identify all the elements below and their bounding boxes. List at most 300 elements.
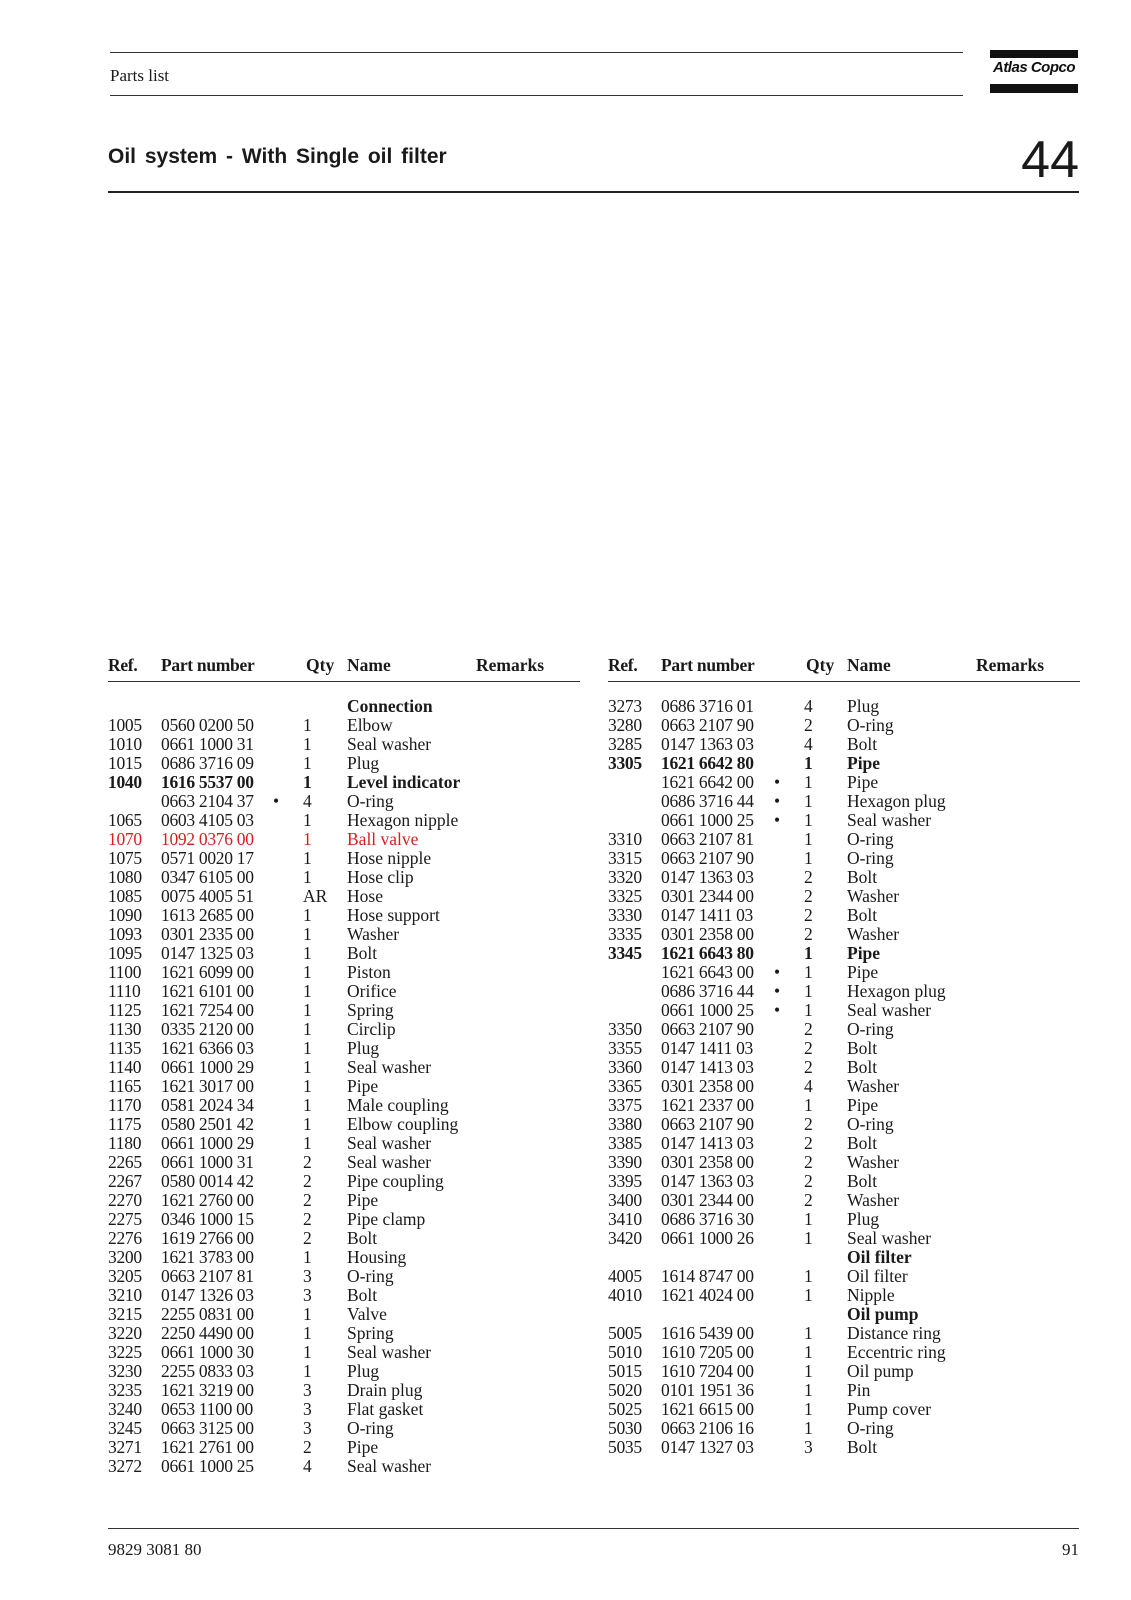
row-qty: 3: [303, 1418, 312, 1438]
row-name: Eccentric ring: [847, 1342, 946, 1362]
row-ref: 3271: [108, 1437, 142, 1457]
row-qty: 1: [303, 810, 312, 830]
row-name: Hexagon plug: [847, 981, 946, 1001]
row-qty: 1: [804, 1266, 813, 1286]
row-partnumber: 0301 2344 00: [661, 1190, 754, 1210]
row-name: Seal washer: [347, 734, 432, 754]
row-qty: 2: [303, 1209, 312, 1229]
section-title-rule: [108, 191, 1079, 193]
row-kit-marker: •: [774, 962, 781, 982]
row-qty: 1: [804, 772, 813, 792]
row-ref: 1085: [108, 886, 142, 906]
row-qty: 1: [804, 848, 813, 868]
row-partnumber: 0075 4005 51: [161, 886, 254, 906]
row-qty: 4: [303, 791, 312, 811]
row-partnumber: 0147 1411 03: [661, 1038, 754, 1058]
row-kit-marker: •: [774, 810, 781, 830]
header-bottom-rule: [110, 95, 963, 96]
table-header-rule: [608, 681, 1080, 682]
row-qty: 1: [804, 1342, 813, 1362]
row-partnumber: 1621 6615 00: [661, 1399, 754, 1419]
row-partnumber: 0663 2106 16: [661, 1418, 754, 1438]
row-name: Washer: [847, 1152, 900, 1172]
header-name: Name: [347, 655, 391, 675]
row-name: Level indicator: [347, 772, 461, 792]
row-name: Valve: [347, 1304, 387, 1324]
row-ref: 1075: [108, 848, 142, 868]
row-ref: 1100: [108, 962, 142, 982]
row-name: Circlip: [347, 1019, 396, 1039]
row-qty: 1: [303, 943, 312, 963]
row-qty: 1: [303, 753, 312, 773]
table-header-row: [108, 655, 580, 677]
header-partnumber: Part number: [161, 655, 255, 675]
row-qty: 2: [303, 1190, 312, 1210]
header-ref: Ref.: [608, 655, 638, 675]
row-partnumber: 0147 1411 03: [661, 905, 754, 925]
row-name: Ball valve: [347, 829, 419, 849]
row-ref: 2276: [108, 1228, 142, 1248]
table-header-rule: [108, 681, 580, 682]
header-ref: Ref.: [108, 655, 138, 675]
row-qty: 2: [303, 1152, 312, 1172]
row-partnumber: 0147 1327 03: [661, 1437, 754, 1457]
row-partnumber: 1613 2685 00: [161, 905, 254, 925]
row-qty: 1: [804, 1418, 813, 1438]
header-label: Parts list: [110, 66, 170, 85]
row-ref: 1175: [108, 1114, 142, 1134]
row-ref: 3235: [108, 1380, 142, 1400]
row-qty: 1: [303, 1133, 312, 1153]
row-partnumber: 0580 0014 42: [161, 1171, 254, 1191]
row-partnumber: 2255 0831 00: [161, 1304, 254, 1324]
row-name: Bolt: [847, 734, 878, 754]
row-ref: 3365: [608, 1076, 642, 1096]
row-qty: 2: [303, 1171, 312, 1191]
row-ref: 3335: [608, 924, 642, 944]
row-partnumber: 0661 1000 29: [161, 1133, 254, 1153]
row-ref: 3273: [608, 696, 642, 716]
row-ref: 3215: [108, 1304, 142, 1324]
row-partnumber: 0335 2120 00: [161, 1019, 254, 1039]
row-qty: 2: [303, 1437, 312, 1457]
row-name: Oil pump: [847, 1304, 919, 1324]
row-name: O-ring: [347, 1266, 394, 1286]
row-ref: 1165: [108, 1076, 142, 1096]
row-qty: 1: [804, 1209, 813, 1229]
row-ref: 3230: [108, 1361, 142, 1381]
row-name: Pin: [847, 1380, 871, 1400]
row-name: Piston: [347, 962, 391, 982]
row-ref: 1170: [108, 1095, 142, 1115]
row-name: Pipe: [847, 753, 881, 773]
row-ref: 2275: [108, 1209, 142, 1229]
footer-rule: [108, 1528, 1079, 1529]
parts-table-right: [608, 655, 1080, 1457]
row-name: Bolt: [847, 1038, 878, 1058]
row-kit-marker: •: [273, 791, 280, 811]
row-ref: 1080: [108, 867, 142, 887]
row-partnumber: 0580 2501 42: [161, 1114, 254, 1134]
row-qty: 4: [303, 1456, 312, 1476]
row-qty: 1: [303, 829, 312, 849]
row-name: Seal washer: [347, 1456, 432, 1476]
footer-page-number: 91: [1062, 1540, 1079, 1559]
row-qty: 1: [303, 962, 312, 982]
header-qty: Qty: [806, 655, 835, 675]
row-name: Bolt: [847, 1437, 878, 1457]
row-ref: 4010: [608, 1285, 642, 1305]
row-ref: 1005: [108, 715, 142, 735]
row-qty: 2: [804, 905, 813, 925]
row-name: Bolt: [847, 905, 878, 925]
row-partnumber: 0686 3716 01: [661, 696, 754, 716]
row-name: Bolt: [847, 1171, 878, 1191]
row-name: Oil filter: [847, 1247, 912, 1267]
row-name: Hose: [347, 886, 383, 906]
row-kit-marker: •: [774, 772, 781, 792]
row-name: Nipple: [847, 1285, 895, 1305]
row-partnumber: 1614 8747 00: [661, 1266, 754, 1286]
row-ref: 3320: [608, 867, 642, 887]
row-partnumber: 2255 0833 03: [161, 1361, 254, 1381]
row-partnumber: 1092 0376 00: [161, 829, 254, 849]
row-name: Pipe clamp: [347, 1209, 426, 1229]
row-kit-marker: •: [774, 1000, 781, 1020]
row-partnumber: 1619 2766 00: [161, 1228, 254, 1248]
row-name: Pipe: [347, 1076, 379, 1096]
row-ref: 1015: [108, 753, 142, 773]
row-ref: 2265: [108, 1152, 142, 1172]
row-name: Seal washer: [847, 1228, 932, 1248]
row-name: Hose clip: [347, 867, 414, 887]
row-qty: 2: [804, 715, 813, 735]
row-name: Plug: [347, 1038, 380, 1058]
row-partnumber: 1621 6643 00: [661, 962, 754, 982]
row-qty: 3: [303, 1380, 312, 1400]
row-qty: 2: [804, 1057, 813, 1077]
row-name: O-ring: [347, 791, 394, 811]
row-ref: 1010: [108, 734, 142, 754]
row-name: Washer: [847, 1076, 900, 1096]
row-ref: 3272: [108, 1456, 142, 1476]
row-name: O-ring: [347, 1418, 394, 1438]
row-name: Oil pump: [847, 1361, 914, 1381]
row-ref: 5035: [608, 1437, 642, 1457]
row-qty: 3: [804, 1437, 813, 1457]
row-name: Bolt: [847, 1133, 878, 1153]
row-name: Pipe: [847, 962, 879, 982]
row-partnumber: 0661 1000 25: [661, 810, 754, 830]
row-partnumber: 0661 1000 25: [661, 1000, 754, 1020]
row-ref: 3240: [108, 1399, 142, 1419]
row-ref: 3245: [108, 1418, 142, 1438]
row-qty: 1: [804, 1399, 813, 1419]
row-kit-marker: •: [774, 981, 781, 1001]
row-name: Male coupling: [347, 1095, 449, 1115]
row-partnumber: 1610 7205 00: [661, 1342, 754, 1362]
row-partnumber: 0147 1413 03: [661, 1133, 754, 1153]
atlas-copco-logo: [990, 50, 1078, 94]
row-qty: 2: [303, 1228, 312, 1248]
row-ref: 1095: [108, 943, 142, 963]
row-name: Washer: [847, 924, 900, 944]
row-partnumber: 1621 4024 00: [661, 1285, 754, 1305]
row-name: Hexagon plug: [847, 791, 946, 811]
row-name: O-ring: [847, 715, 894, 735]
row-name: Plug: [347, 753, 380, 773]
row-partnumber: 0581 2024 34: [161, 1095, 254, 1115]
row-qty: 1: [303, 1323, 312, 1343]
row-name: O-ring: [847, 1418, 894, 1438]
row-ref: 4005: [608, 1266, 642, 1286]
row-name: Bolt: [347, 943, 378, 963]
row-name: Bolt: [847, 867, 878, 887]
row-qty: 1: [303, 1361, 312, 1381]
row-qty: 2: [804, 924, 813, 944]
row-ref: 3400: [608, 1190, 642, 1210]
row-ref: 3350: [608, 1019, 642, 1039]
row-partnumber: 0663 2107 90: [661, 1019, 754, 1039]
row-partnumber: 0346 1000 15: [161, 1209, 254, 1229]
row-partnumber: 1621 6643 80: [661, 943, 754, 963]
row-ref: 3355: [608, 1038, 642, 1058]
header-top-rule: [110, 52, 963, 53]
row-partnumber: 1621 2760 00: [161, 1190, 254, 1210]
row-name: Bolt: [347, 1285, 378, 1305]
row-partnumber: 0661 1000 31: [161, 1152, 254, 1172]
row-name: Hexagon nipple: [347, 810, 459, 830]
row-name: Pipe: [347, 1190, 379, 1210]
row-partnumber: 0147 1413 03: [661, 1057, 754, 1077]
row-partnumber: 0686 3716 09: [161, 753, 254, 773]
row-partnumber: 0661 1000 29: [161, 1057, 254, 1077]
row-name: Plug: [347, 1361, 380, 1381]
row-ref: 3280: [608, 715, 642, 735]
row-partnumber: 0147 1325 03: [161, 943, 254, 963]
row-qty: 2: [804, 1019, 813, 1039]
row-partnumber: 1621 6366 03: [161, 1038, 254, 1058]
row-qty: 1: [804, 1380, 813, 1400]
row-ref: 1093: [108, 924, 142, 944]
header-partnumber: Part number: [661, 655, 755, 675]
row-name: O-ring: [847, 1114, 894, 1134]
row-qty: 1: [804, 1361, 813, 1381]
row-kit-marker: •: [774, 791, 781, 811]
row-partnumber: 0147 1363 03: [661, 734, 754, 754]
row-name: Orifice: [347, 981, 397, 1001]
row-partnumber: 0571 0020 17: [161, 848, 254, 868]
row-name: Bolt: [847, 1057, 878, 1077]
row-ref: 1090: [108, 905, 142, 925]
row-ref: 1140: [108, 1057, 142, 1077]
row-ref: 3390: [608, 1152, 642, 1172]
row-qty: 1: [303, 1076, 312, 1096]
row-name: O-ring: [847, 848, 894, 868]
row-qty: 2: [804, 1171, 813, 1191]
row-name: Spring: [347, 1323, 394, 1343]
row-name: Hose nipple: [347, 848, 432, 868]
row-ref: 3420: [608, 1228, 642, 1248]
row-qty: 1: [303, 848, 312, 868]
row-name: Seal washer: [347, 1133, 432, 1153]
row-qty: 2: [804, 1190, 813, 1210]
section-number: 44: [1021, 131, 1079, 189]
row-partnumber: 0301 2358 00: [661, 1076, 754, 1096]
footer-document-number: 9829 3081 80: [108, 1540, 202, 1559]
row-qty: 1: [303, 1019, 312, 1039]
row-partnumber: 0663 3125 00: [161, 1418, 254, 1438]
row-name: Washer: [347, 924, 400, 944]
row-name: Seal washer: [347, 1342, 432, 1362]
row-name: Seal washer: [847, 810, 932, 830]
row-qty: 1: [303, 1095, 312, 1115]
row-partnumber: 1621 6642 80: [661, 753, 754, 773]
row-qty: 1: [303, 1114, 312, 1134]
row-qty: 1: [303, 1038, 312, 1058]
row-ref: 3200: [108, 1247, 142, 1267]
header-name: Name: [847, 655, 891, 675]
row-qty: 1: [303, 924, 312, 944]
row-partnumber: 0101 1951 36: [661, 1380, 754, 1400]
row-qty: 2: [804, 1038, 813, 1058]
row-partnumber: 1610 7204 00: [661, 1361, 754, 1381]
section-title: Oil system - With Single oil filter: [108, 145, 447, 168]
row-qty: 1: [303, 867, 312, 887]
row-qty: 3: [303, 1266, 312, 1286]
row-ref: 3305: [608, 753, 642, 773]
row-name: Housing: [347, 1247, 407, 1267]
row-partnumber: 1621 6642 00: [661, 772, 754, 792]
row-name: Pipe: [847, 772, 879, 792]
row-qty: 1: [303, 1342, 312, 1362]
row-name: Seal washer: [347, 1057, 432, 1077]
row-partnumber: 0301 2358 00: [661, 924, 754, 944]
header-qty: Qty: [306, 655, 335, 675]
row-qty: 3: [303, 1399, 312, 1419]
row-qty: 2: [804, 1152, 813, 1172]
row-partnumber: 0653 1100 00: [161, 1399, 254, 1419]
row-qty: AR: [303, 886, 328, 906]
table-header-row: [608, 655, 1080, 677]
row-qty: 1: [303, 905, 312, 925]
row-ref: 5025: [608, 1399, 642, 1419]
row-partnumber: 1621 3017 00: [161, 1076, 254, 1096]
row-name: Flat gasket: [347, 1399, 424, 1419]
row-qty: 1: [804, 1095, 813, 1115]
row-ref: 1040: [108, 772, 142, 792]
row-qty: 2: [804, 886, 813, 906]
row-qty: 1: [804, 753, 813, 773]
row-partnumber: 1621 3783 00: [161, 1247, 254, 1267]
row-ref: 1070: [108, 829, 142, 849]
row-ref: 3410: [608, 1209, 642, 1229]
row-partnumber: 1621 6099 00: [161, 962, 254, 982]
row-ref: 1125: [108, 1000, 142, 1020]
row-qty: 4: [804, 734, 813, 754]
header-remarks: Remarks: [976, 655, 1045, 675]
row-qty: 1: [303, 1304, 312, 1324]
row-ref: 3310: [608, 829, 642, 849]
row-ref: 3360: [608, 1057, 642, 1077]
row-name: Pipe: [347, 1437, 379, 1457]
row-name: Elbow coupling: [347, 1114, 459, 1134]
header-remarks: Remarks: [476, 655, 545, 675]
row-ref: 3380: [608, 1114, 642, 1134]
row-ref: 1065: [108, 810, 142, 830]
row-ref: 1180: [108, 1133, 142, 1153]
row-name: Spring: [347, 1000, 394, 1020]
row-partnumber: 0147 1326 03: [161, 1285, 254, 1305]
row-partnumber: 0663 2107 81: [161, 1266, 254, 1286]
logo-text: Atlas Copco: [992, 59, 1075, 76]
row-ref: 3395: [608, 1171, 642, 1191]
row-qty: 1: [804, 943, 813, 963]
row-ref: 3285: [608, 734, 642, 754]
row-ref: 5015: [608, 1361, 642, 1381]
row-name: Connection: [347, 696, 433, 716]
row-qty: 1: [303, 1000, 312, 1020]
row-ref: 3330: [608, 905, 642, 925]
row-partnumber: 0663 2107 81: [661, 829, 754, 849]
row-partnumber: 0661 1000 31: [161, 734, 254, 754]
row-qty: 2: [804, 1133, 813, 1153]
row-name: Pipe: [847, 1095, 879, 1115]
row-qty: 1: [804, 1000, 813, 1020]
row-qty: 1: [804, 810, 813, 830]
row-qty: 1: [804, 981, 813, 1001]
row-partnumber: 0661 1000 26: [661, 1228, 754, 1248]
row-name: Seal washer: [847, 1000, 932, 1020]
row-name: Pump cover: [847, 1399, 932, 1419]
row-ref: 3220: [108, 1323, 142, 1343]
row-partnumber: 1621 3219 00: [161, 1380, 254, 1400]
row-qty: 2: [804, 1114, 813, 1134]
row-partnumber: 2250 4490 00: [161, 1323, 254, 1343]
row-qty: 1: [303, 1057, 312, 1077]
row-partnumber: 0301 2358 00: [661, 1152, 754, 1172]
row-qty: 1: [804, 1228, 813, 1248]
row-partnumber: 0147 1363 03: [661, 1171, 754, 1191]
row-qty: 1: [303, 734, 312, 754]
row-name: Plug: [847, 1209, 880, 1229]
row-ref: 3205: [108, 1266, 142, 1286]
row-partnumber: 1621 7254 00: [161, 1000, 254, 1020]
row-qty: 1: [804, 829, 813, 849]
row-qty: 1: [303, 715, 312, 735]
row-partnumber: 0663 2107 90: [661, 715, 754, 735]
row-name: Washer: [847, 1190, 900, 1210]
row-partnumber: 0301 2335 00: [161, 924, 254, 944]
row-name: O-ring: [847, 1019, 894, 1039]
row-qty: 1: [303, 981, 312, 1001]
row-ref: 5020: [608, 1380, 642, 1400]
row-name: Hose support: [347, 905, 440, 925]
parts-table-left: [108, 655, 580, 1476]
row-partnumber: 0301 2344 00: [661, 886, 754, 906]
row-partnumber: 0603 4105 03: [161, 810, 254, 830]
row-partnumber: 0686 3716 44: [661, 791, 754, 811]
row-partnumber: 0661 1000 25: [161, 1456, 254, 1476]
row-qty: 2: [804, 867, 813, 887]
row-ref: 1130: [108, 1019, 142, 1039]
row-ref: 3315: [608, 848, 642, 868]
row-partnumber: 0560 0200 50: [161, 715, 254, 735]
row-ref: 3385: [608, 1133, 642, 1153]
row-partnumber: 0686 3716 30: [661, 1209, 754, 1229]
row-name: O-ring: [847, 829, 894, 849]
row-ref: 2270: [108, 1190, 142, 1210]
